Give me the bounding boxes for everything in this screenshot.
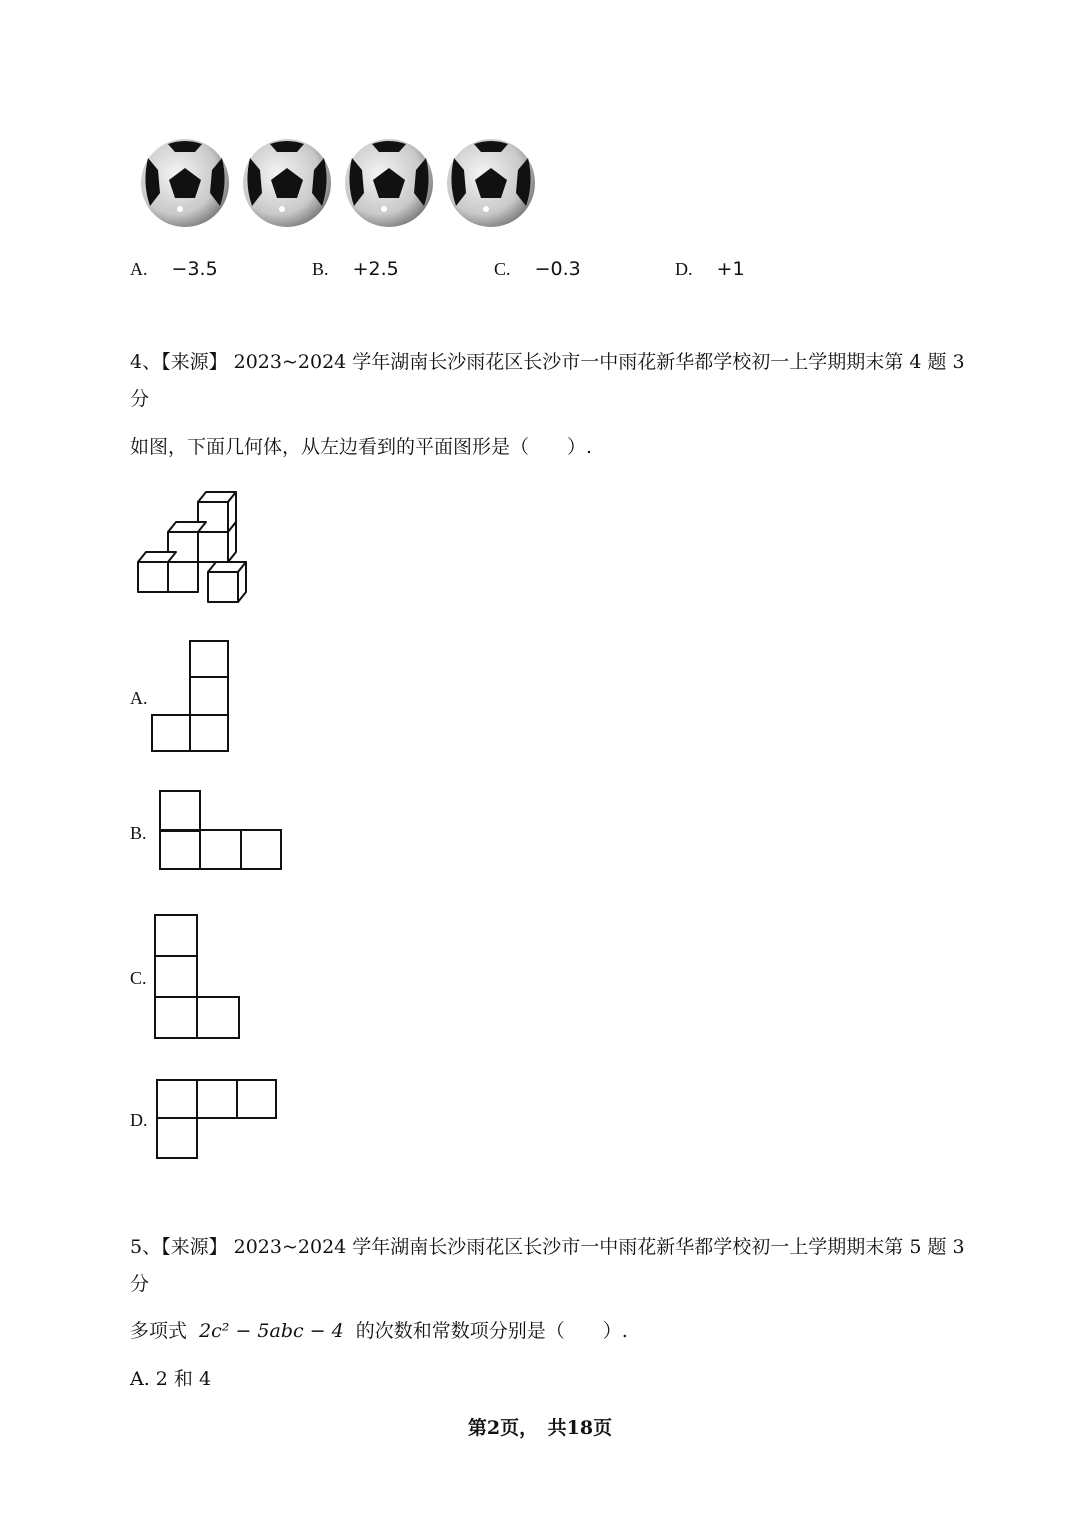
soccer-ball-icon: [344, 138, 434, 228]
shape-square: [154, 996, 198, 1039]
q5-header-line2: 分: [130, 1273, 150, 1295]
q4-header-line1: 4、【来源】 2023~2024 学年湖南长沙雨花区长沙市一中雨花新华都学校初一上学期期末第 4 题 3: [130, 351, 965, 373]
option-letter: D.: [130, 1110, 148, 1130]
shape-square: [156, 1079, 198, 1119]
soccer-ball-icon: [242, 138, 332, 228]
option-letter: A.: [130, 259, 148, 279]
q3-option-c[interactable]: [494, 257, 581, 281]
q5-question-prefix: 多项式: [130, 1320, 188, 1342]
option-letter: D.: [675, 259, 693, 279]
soccer-ball-icon: [140, 138, 230, 228]
q5-option-a[interactable]: A. 2 和 4: [130, 1368, 212, 1390]
shape-square: [196, 996, 240, 1039]
shape-square: [189, 676, 229, 716]
shape-square: [154, 955, 198, 998]
shape-square: [240, 829, 282, 870]
shape-square: [236, 1079, 277, 1119]
shape-square: [159, 790, 201, 832]
option-value: +1: [716, 258, 745, 280]
q3-option-b[interactable]: [312, 257, 399, 281]
page-footer: 第2页， 共18页: [467, 1417, 613, 1439]
shape-square: [151, 714, 191, 752]
soccer-ball-icon: [446, 138, 536, 228]
shape-square: [156, 1117, 198, 1159]
option-letter: C.: [494, 259, 511, 279]
q5-formula: 2c² − 5abc − 4: [199, 1320, 344, 1342]
option-letter: C.: [130, 968, 147, 988]
q3-option-d[interactable]: [675, 257, 745, 281]
option-value: +2.5: [352, 258, 399, 280]
q5-question-suffix: 的次数和常数项分别是（ ）.: [355, 1320, 628, 1342]
option-letter: B.: [130, 823, 147, 843]
q5-question: [130, 1319, 628, 1343]
shape-square: [189, 640, 229, 678]
shape-square: [199, 829, 242, 870]
shape-square: [154, 914, 198, 957]
q5-header-line1: 5、【来源】 2023~2024 学年湖南长沙雨花区长沙市一中雨花新华都学校初一上学期期末第 5 题 3: [130, 1236, 965, 1258]
q4-option-d-label[interactable]: [130, 1108, 148, 1132]
q4-option-c-label[interactable]: [130, 966, 147, 990]
q4-option-a-label[interactable]: [130, 686, 148, 710]
q4-option-b-label[interactable]: [130, 821, 147, 845]
option-letter: B.: [312, 259, 329, 279]
shape-square: [159, 829, 201, 870]
q4-header-line2: 分: [130, 388, 150, 410]
q3-option-a[interactable]: [130, 257, 218, 281]
option-value: −3.5: [171, 258, 218, 280]
option-letter: A.: [130, 688, 148, 708]
option-value: −0.3: [534, 258, 581, 280]
cube-stack-figure: [132, 488, 256, 606]
q4-question: 如图，下面几何体，从左边看到的平面图形是（ ）.: [130, 436, 593, 458]
shape-square: [196, 1079, 238, 1119]
shape-square: [189, 714, 229, 752]
